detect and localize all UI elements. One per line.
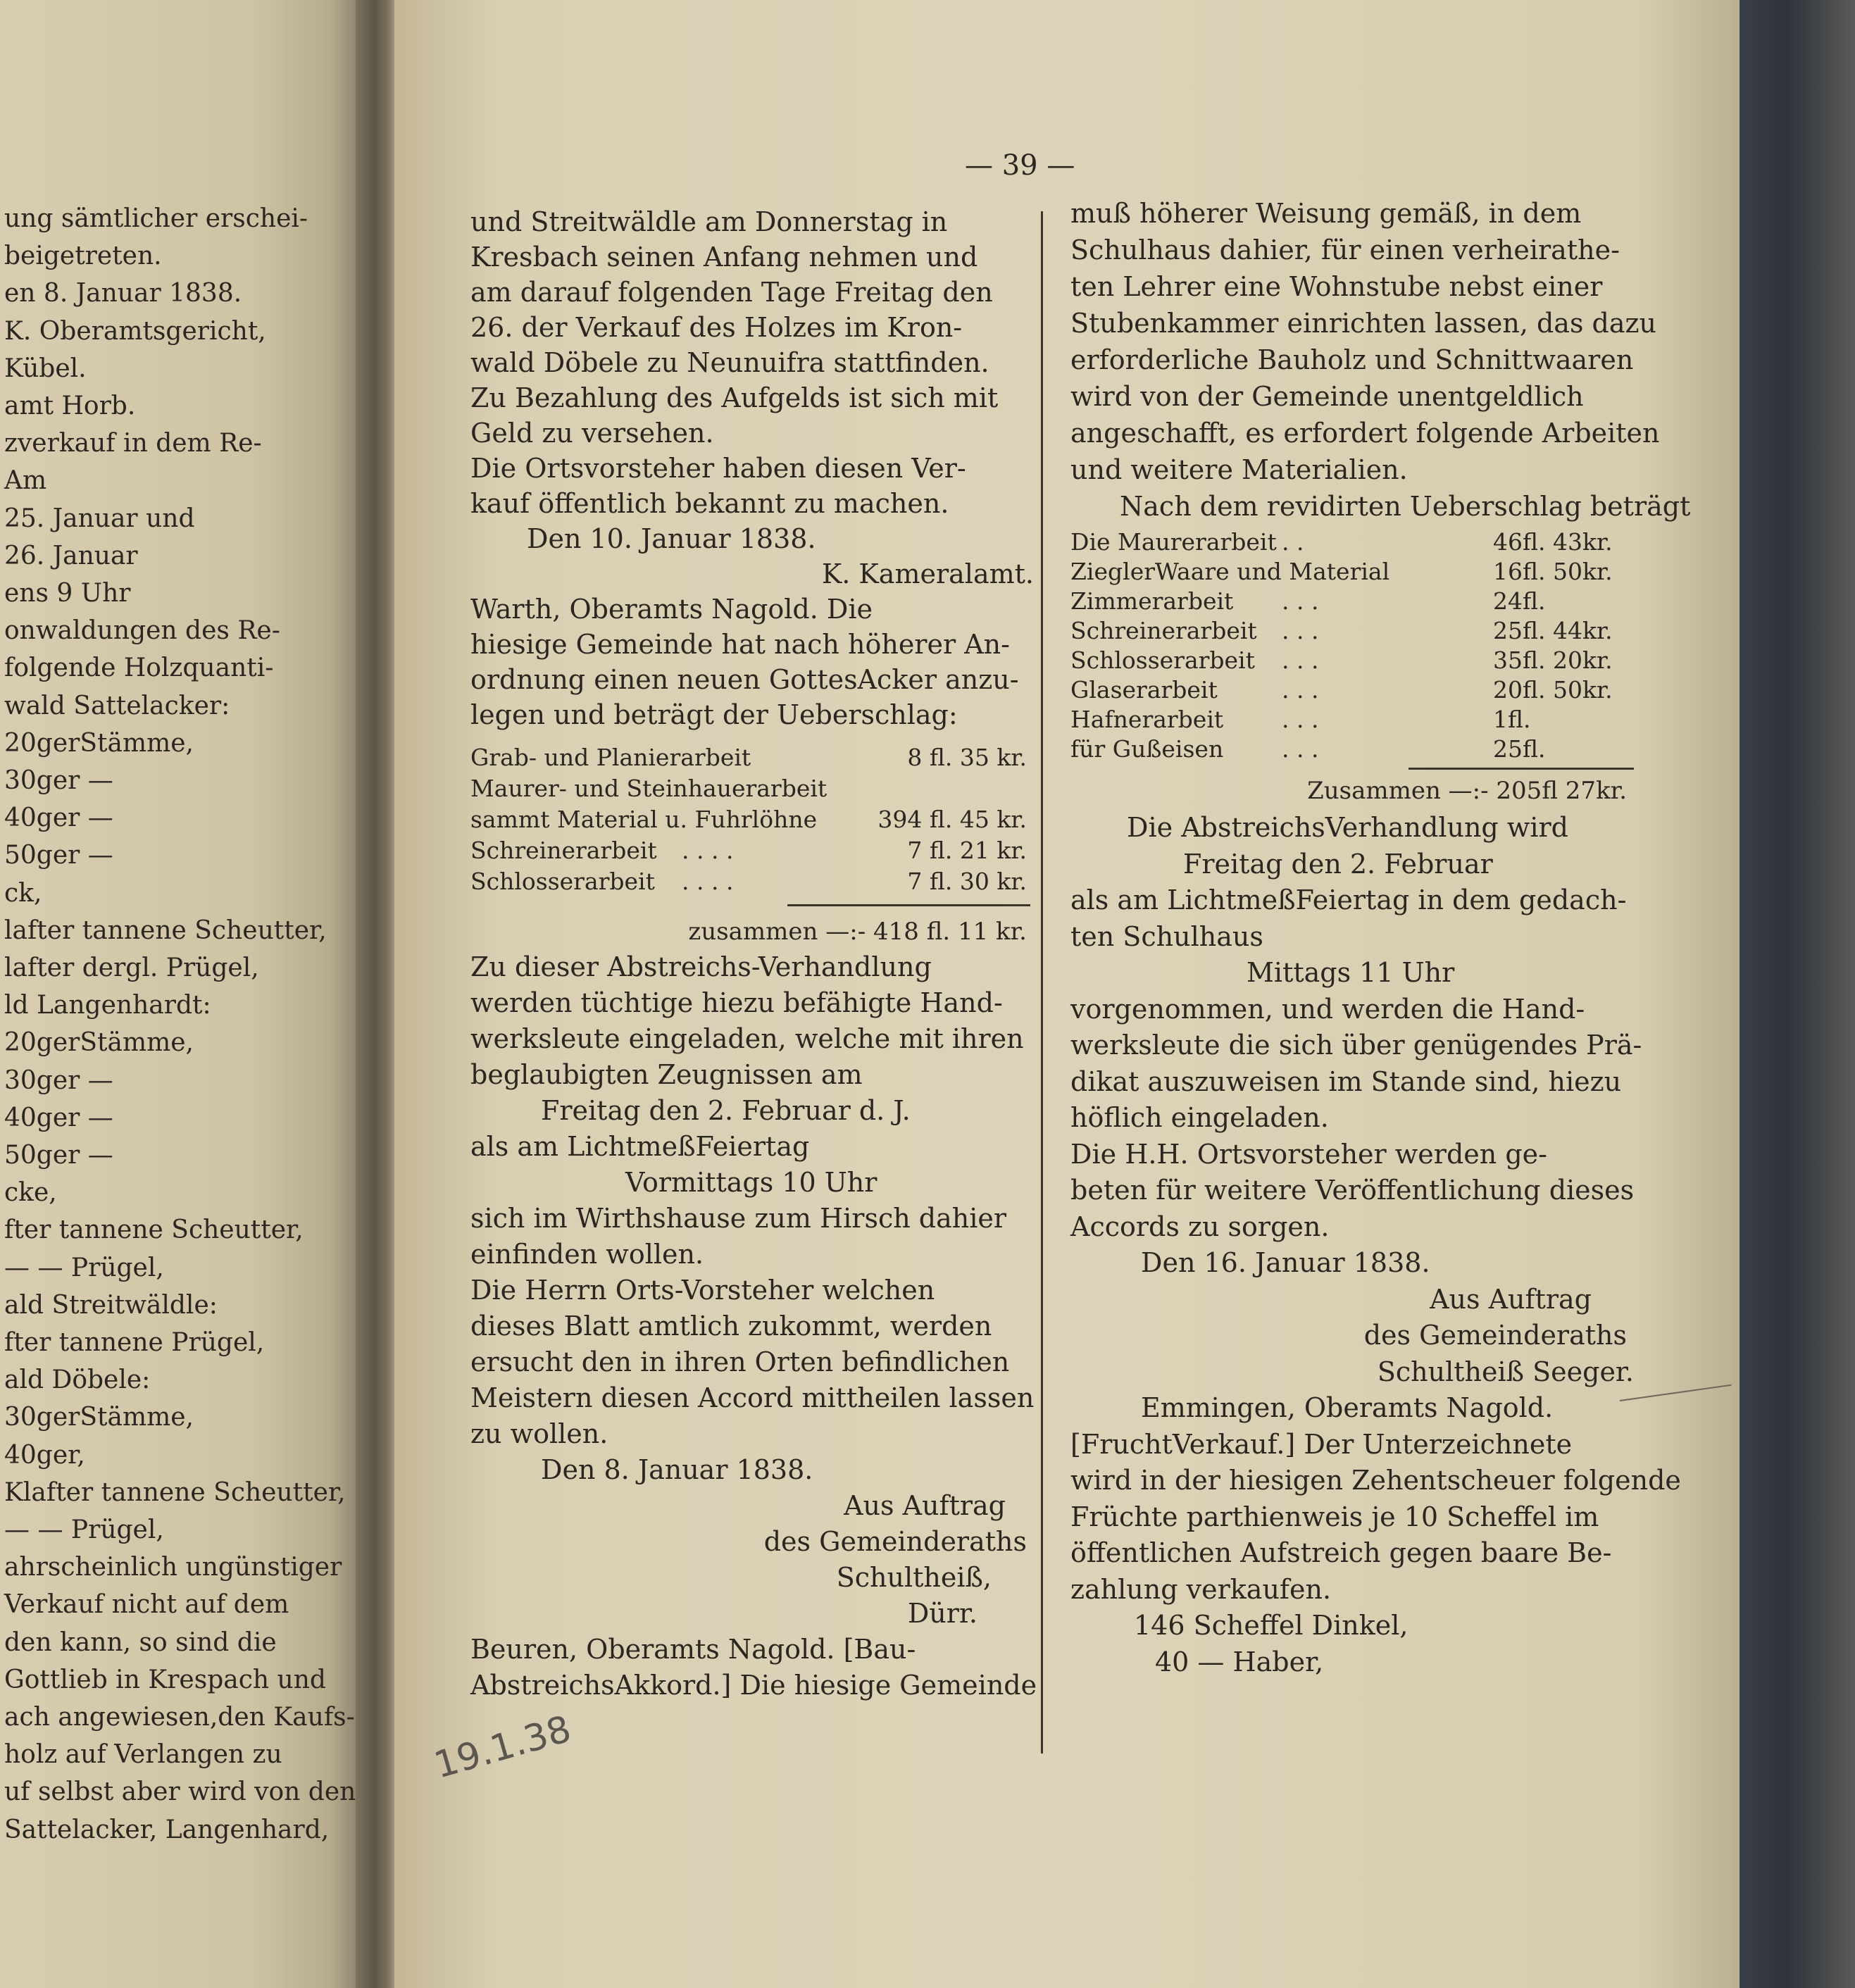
text-line: erforderliche Bauholz und Schnittwaaren xyxy=(1070,344,1634,375)
text-line: vorgenommen, und werden die Hand- xyxy=(1070,993,1585,1025)
cost-row xyxy=(470,837,1034,868)
cost-label: Grab- und Planierarbeit xyxy=(470,744,751,771)
cost-dots: . . . . xyxy=(682,837,734,864)
text-line: öffentlichen Aufstreich gegen baare Be- xyxy=(1070,1537,1612,1568)
text-line: ach angewiesen,den Kaufs- xyxy=(4,1703,355,1732)
cost-value: 25fl. xyxy=(1493,735,1546,763)
cost-value: 16fl. 50kr. xyxy=(1493,558,1613,585)
text-line: 20gerStämme, xyxy=(4,1028,194,1058)
text-line: folgende Holzquanti- xyxy=(4,654,274,683)
text-line: en 8. Januar 1838. xyxy=(4,279,242,308)
sum-rule xyxy=(1409,768,1634,770)
text-line: und weitere Materialien. xyxy=(1070,454,1408,485)
text-line: höflich eingeladen. xyxy=(1070,1102,1329,1133)
text-line: ersucht den in ihren Orten befindlichen xyxy=(470,1346,1010,1377)
text-line: — — Prügel, xyxy=(4,1253,164,1282)
text-line: 30gerStämme, xyxy=(4,1403,194,1432)
text-line: lafter tannene Scheutter, xyxy=(4,915,327,945)
text-line: ald Döbele: xyxy=(4,1365,151,1395)
cost-label: Zimmerarbeit xyxy=(1070,587,1234,615)
text-line: Dürr. xyxy=(907,1598,978,1629)
text-line: Verkauf nicht auf dem xyxy=(4,1590,289,1620)
text-line: 25. Januar und xyxy=(4,504,195,533)
text-line: Mittags 11 Uhr xyxy=(1247,957,1455,988)
cost-label: Glaserarbeit xyxy=(1070,676,1218,704)
text-line: ald Streitwäldle: xyxy=(4,1290,218,1320)
text-line: Den 10. Januar 1838. xyxy=(527,523,816,554)
text-line: K. Oberamtsgericht, xyxy=(4,316,266,346)
cost-label: Schreinerarbeit xyxy=(1070,617,1257,644)
text-line: Klafter tannene Scheutter, xyxy=(4,1477,346,1507)
text-line: werksleute eingeladen, welche mit ihren xyxy=(470,1023,1024,1054)
text-line: Vormittags 10 Uhr xyxy=(625,1167,877,1198)
cost-row xyxy=(1070,587,1634,617)
text-line: werksleute die sich über genügendes Prä- xyxy=(1070,1030,1642,1061)
text-line: Gottlieb in Krespach und xyxy=(4,1665,326,1694)
text-line: angeschafft, es erfordert folgende Arbeiten xyxy=(1070,418,1660,449)
cost-dots: . . xyxy=(1282,528,1304,556)
text-line: ten Lehrer eine Wohnstube nebst einer xyxy=(1070,271,1603,302)
cost-dots: . . . . xyxy=(682,868,734,895)
column-divider xyxy=(1041,211,1043,1753)
text-line: AbstreichsAkkord.] Die hiesige Gemeinde xyxy=(470,1670,1037,1701)
text-line: 30ger — xyxy=(4,766,113,795)
text-line: Schultheiß Seeger. xyxy=(1377,1356,1634,1387)
cost-row xyxy=(470,806,1034,837)
cost-value: 24fl. xyxy=(1493,587,1546,615)
text-line: hiesige Gemeinde hat nach höherer An- xyxy=(470,629,1010,660)
cost-value: 20fl. 50kr. xyxy=(1493,676,1613,704)
text-line: Früchte parthienweis je 10 Scheffel im xyxy=(1070,1501,1599,1532)
cost-row xyxy=(1070,617,1634,646)
cost-row xyxy=(1070,676,1634,706)
text-line: amt Horb. xyxy=(4,392,136,420)
text-line: Meistern diesen Accord mittheilen lassen xyxy=(470,1382,1035,1413)
sum-rule xyxy=(787,904,1030,906)
text-line: wird von der Gemeinde unentgeldlich xyxy=(1070,381,1584,412)
text-line: fter tannene Scheutter, xyxy=(4,1215,304,1245)
text-line: K. Kameralamt. xyxy=(821,558,1034,589)
text-line: uf selbst aber wird von den xyxy=(4,1777,356,1807)
cost-row xyxy=(470,744,1034,775)
cost-row xyxy=(1070,646,1634,676)
text-line: den kann, so sind die xyxy=(4,1627,277,1657)
text-line: einfinden wollen. xyxy=(470,1239,704,1270)
text-line: Den 8. Januar 1838. xyxy=(541,1454,813,1485)
text-line: cke, xyxy=(4,1178,57,1208)
cost-row xyxy=(470,775,1034,806)
cost-row xyxy=(1070,528,1634,558)
text-line: beten für weitere Veröffentlichung dieses xyxy=(1070,1175,1635,1206)
text-line: 146 Scheffel Dinkel, xyxy=(1134,1610,1409,1641)
handwritten-annotation: 19.1.38 xyxy=(430,1708,576,1787)
text-line: Die H.H. Ortsvorsteher werden ge- xyxy=(1070,1138,1547,1170)
text-line: Accords zu sorgen. xyxy=(1070,1211,1330,1242)
text-line: 26. Januar xyxy=(4,541,138,570)
text-line: ten Schulhaus xyxy=(1070,920,1263,952)
text-line: 40ger — xyxy=(4,804,113,833)
cost-value: 25fl. 44kr. xyxy=(1493,617,1613,644)
text-line: Geld zu versehen. xyxy=(470,418,714,449)
cost-row xyxy=(1070,558,1634,587)
text-line: — — Prügel, xyxy=(4,1515,164,1544)
text-line: 26. der Verkauf des Holzes im Kron- xyxy=(470,312,963,343)
text-line: ung sämtlicher erschei- xyxy=(4,204,308,233)
text-line: am darauf folgenden Tage Freitag den xyxy=(470,277,993,308)
cost-value: 8 fl. 35 kr. xyxy=(907,744,1027,771)
text-line: Beuren, Oberamts Nagold. [Bau- xyxy=(470,1634,916,1665)
text-line: beigetreten. xyxy=(4,242,162,271)
text-line: 30ger — xyxy=(4,1065,113,1095)
text-line: Den 16. Januar 1838. xyxy=(1141,1247,1430,1278)
cost-label: Schlosserarbeit xyxy=(470,868,655,895)
cover-edge xyxy=(1740,0,1855,1988)
text-line: zahlung verkaufen. xyxy=(1070,1573,1332,1605)
text-line: Nach dem revidirten Ueberschlag beträgt xyxy=(1120,491,1691,522)
text-line: zverkauf in dem Re- xyxy=(4,429,262,458)
text-line: Emmingen, Oberamts Nagold. xyxy=(1141,1392,1554,1423)
text-line: Die AbstreichsVerhandlung wird xyxy=(1127,812,1568,843)
text-line: 40ger, xyxy=(4,1440,85,1470)
text-line: Kresbach seinen Anfang nehmen und xyxy=(470,242,978,273)
left-page xyxy=(0,0,359,1988)
text-line: Sattelacker, Langenhard, xyxy=(4,1815,330,1844)
text-line: Am xyxy=(4,466,47,496)
text-line: als am LichtmeßFeiertag in dem gedach- xyxy=(1070,884,1627,915)
text-line: muß höherer Weisung gemäß, in dem xyxy=(1070,198,1582,229)
text-line: 20gerStämme, xyxy=(4,728,194,758)
text-line: 50ger — xyxy=(4,1141,113,1170)
text-line: Die Ortsvorsteher haben diesen Ver- xyxy=(470,453,966,484)
text-line: [FruchtVerkauf.] Der Unterzeichnete xyxy=(1070,1428,1573,1460)
cost-value: 46fl. 43kr. xyxy=(1493,528,1613,556)
text-line: ck, xyxy=(4,878,42,908)
text-line: des Gemeinderaths xyxy=(763,1526,1027,1557)
text-line: lafter dergl. Prügel, xyxy=(4,954,259,982)
text-line: ens 9 Uhr xyxy=(4,579,131,608)
text-line: Aus Auftrag xyxy=(1430,1283,1592,1315)
text-line: Aus Auftrag xyxy=(844,1490,1006,1521)
text-line: Zu Bezahlung des Aufgelds ist sich mit xyxy=(470,382,999,413)
cost-dots: . . . xyxy=(1282,735,1319,763)
cost-value: 1fl. xyxy=(1493,706,1531,733)
cost-label: Schlosserarbeit xyxy=(1070,646,1255,674)
cost-dots: . . . xyxy=(1282,587,1319,615)
text-line: beglaubigten Zeugnissen am xyxy=(470,1059,863,1090)
text-line: legen und beträgt der Ueberschlag: xyxy=(470,699,958,730)
cost-dots: . . . xyxy=(1282,617,1319,644)
text-line: Warth, Oberamts Nagold. Die xyxy=(470,594,873,625)
cost-value: 7 fl. 30 kr. xyxy=(907,868,1027,895)
text-line: fter tannene Prügel, xyxy=(4,1328,265,1357)
text-line: 50ger — xyxy=(4,841,113,870)
cost-row xyxy=(1070,735,1634,765)
text-line: Zu dieser Abstreichs-Verhandlung xyxy=(470,951,932,982)
text-line: Kübel. xyxy=(4,354,87,383)
cost-row xyxy=(1070,706,1634,735)
text-line: ahrscheinlich ungünstiger xyxy=(4,1553,342,1582)
cost-label: für Gußeisen xyxy=(1070,735,1224,763)
text-line: Freitag den 2. Februar d. J. xyxy=(541,1095,911,1126)
text-line: wald Döbele zu Neunuifra stattfinden. xyxy=(470,347,989,378)
text-line: sich im Wirthshause zum Hirsch dahier xyxy=(470,1203,1007,1234)
text-line: und Streitwäldle am Donnerstag in xyxy=(470,206,948,237)
text-line: Zusammen —:- 205fl 27kr. xyxy=(1307,777,1627,805)
text-line: als am LichtmeßFeiertag xyxy=(470,1131,810,1162)
cost-value: 7 fl. 21 kr. xyxy=(907,837,1027,864)
text-line: 40ger — xyxy=(4,1103,113,1132)
cost-label: Maurer- und Steinhauerarbeit xyxy=(470,775,827,802)
cost-dots: . . . xyxy=(1282,706,1319,733)
text-line: dieses Blatt amtlich zukommt, werden xyxy=(470,1311,992,1342)
cost-label: Die Maurerarbeit xyxy=(1070,528,1277,556)
cost-label: Hafnerarbeit xyxy=(1070,706,1224,733)
book-gutter xyxy=(356,0,398,1988)
text-line: zu wollen. xyxy=(470,1418,608,1449)
cost-value: 394 fl. 45 kr. xyxy=(877,806,1027,833)
text-line: des Gemeinderaths xyxy=(1363,1320,1627,1351)
text-line: ld Langenhardt: xyxy=(4,991,211,1020)
text-line: Schulhaus dahier, für einen verheirathe- xyxy=(1070,235,1620,265)
cost-value: 35fl. 20kr. xyxy=(1493,646,1613,674)
text-line: kauf öffentlich bekannt zu machen. xyxy=(470,488,949,519)
text-line: Stubenkammer einrichten lassen, das dazu xyxy=(1070,308,1657,339)
text-line: dikat auszuweisen im Stande sind, hiezu xyxy=(1070,1065,1622,1097)
text-line: werden tüchtige hiezu befähigte Hand- xyxy=(470,987,1003,1018)
text-line: zusammen —:- 418 fl. 11 kr. xyxy=(688,918,1027,946)
text-line: 40 — Haber, xyxy=(1155,1646,1324,1677)
cost-label: ZieglerWaare und Material xyxy=(1070,558,1390,585)
text-line: onwaldungen des Re- xyxy=(4,616,280,646)
text-line: wird in der hiesigen Zehentscheuer folgende xyxy=(1070,1465,1681,1496)
text-line: holz auf Verlangen zu xyxy=(4,1740,282,1770)
page-number: — 39 — xyxy=(965,149,1075,182)
cost-row xyxy=(470,868,1034,899)
text-line: ordnung einen neuen GottesAcker anzu- xyxy=(470,664,1019,695)
text-line: Schultheiß, xyxy=(836,1562,992,1593)
cost-label: sammt Material u. Fuhrlöhne xyxy=(470,806,818,833)
cost-dots: . . . xyxy=(1282,676,1319,704)
cost-dots: . . . xyxy=(1282,646,1319,674)
text-line: wald Sattelacker: xyxy=(4,691,230,720)
text-line: Freitag den 2. Februar xyxy=(1183,848,1493,880)
text-line: Die Herrn Orts-Vorsteher welchen xyxy=(470,1275,935,1306)
cost-label: Schreinerarbeit xyxy=(470,837,657,864)
